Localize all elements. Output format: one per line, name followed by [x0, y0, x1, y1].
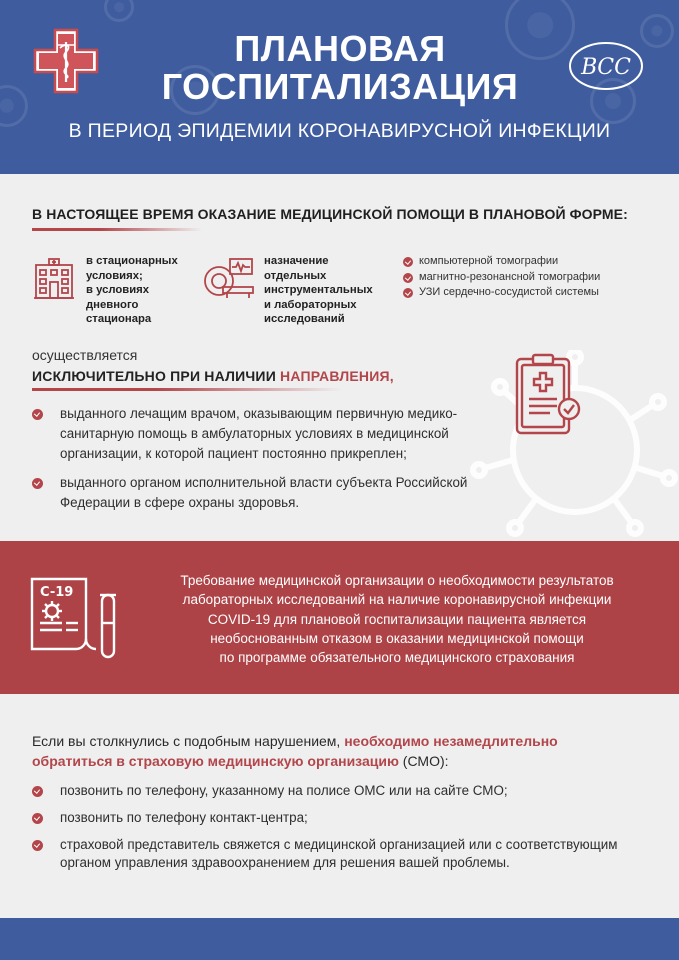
service-inpatient-text: в стационарных условиях; в условиях дневного стационара [86, 255, 178, 325]
hospital-building-icon [32, 257, 76, 301]
c19-label: C-19 [40, 585, 74, 600]
mri-scanner-icon [203, 257, 255, 299]
vss-logo [567, 40, 645, 92]
violation-text: Если вы столкнулись с подобным нарушением, необходимо незамедлительно обратиться в страховую медицинскую организацию (СМО): [32, 733, 558, 769]
list-item: выданного органом исполнительной власти субъекта Российской Федерации в сфере охраны здоровья. [32, 473, 512, 513]
notice-text: Требование медицинской организации о необходимости результатов лабораторных исследований на наличие коронавирусной инфекции COVID-19 для плановой госпитализации пациента является необоснованным отказом в оказании медицинской помощи по программе обязательного медицинского страхования [180, 573, 614, 666]
virus-decoration [640, 14, 674, 48]
list-item: магнитно-резонансной томографии [403, 270, 600, 286]
footer-band [0, 918, 679, 960]
virus-decoration [104, 0, 134, 22]
header-banner [0, 0, 679, 174]
covid-test-document-icon [28, 575, 124, 667]
list-item: страховой представитель свяжется с медицинской организацией или с соответствующим органом управления здравоохранением для решения вашей проблемы. [32, 836, 632, 872]
check-icon [32, 840, 43, 851]
heading-underline [32, 228, 202, 231]
check-icon [32, 786, 43, 797]
section-heading: В НАСТОЯЩЕЕ ВРЕМЯ ОКАЗАНИЕ МЕДИЦИНСКОЙ ПОМОЩИ В ПЛАНОВОЙ ФОРМЕ: [32, 206, 628, 222]
page-title-line2: ГОСПИТАЛИЗАЦИЯ [161, 66, 519, 107]
check-icon [32, 409, 43, 420]
medical-cross-logo [33, 28, 99, 94]
service-diagnostics-text: назначение отдельных инструментальных и лабораторных исследований [264, 255, 373, 325]
diagnostics-list [403, 254, 600, 301]
check-icon [403, 257, 413, 267]
list-item: выданного лечащим врачом, оказывающим первичную медико-санитарную помощь в амбулаторных условиях в медицинской организации, к которой пациент постоянно прикреплен; [32, 404, 512, 464]
list-item: УЗИ сердечно-сосудистой системы [403, 285, 600, 301]
page-title-line1: ПЛАНОВАЯ [234, 28, 446, 69]
logo-right-text: ВСС [581, 55, 631, 80]
only-with-referral-heading: ИСКЛЮЧИТЕЛЬНО ПРИ НАЛИЧИИ НАПРАВЛЕНИЯ, [32, 368, 394, 384]
list-item: позвонить по телефону контакт-центра; [32, 809, 632, 827]
check-icon [32, 478, 43, 489]
check-icon [32, 813, 43, 824]
check-icon [403, 273, 413, 283]
page-subtitle: В ПЕРИОД ЭПИДЕМИИ КОРОНАВИРУСНОЙ ИНФЕКЦИИ [68, 120, 611, 142]
referral-underline [32, 388, 342, 391]
carried-out-text: осуществляется [32, 347, 138, 363]
action-list [32, 782, 632, 881]
referral-clipboard-icon [514, 353, 582, 437]
referral-list [32, 404, 512, 522]
list-item: позвонить по телефону, указанному на полисе ОМС или на сайте СМО; [32, 782, 632, 800]
check-icon [403, 288, 413, 298]
list-item: компьютерной томографии [403, 254, 600, 270]
